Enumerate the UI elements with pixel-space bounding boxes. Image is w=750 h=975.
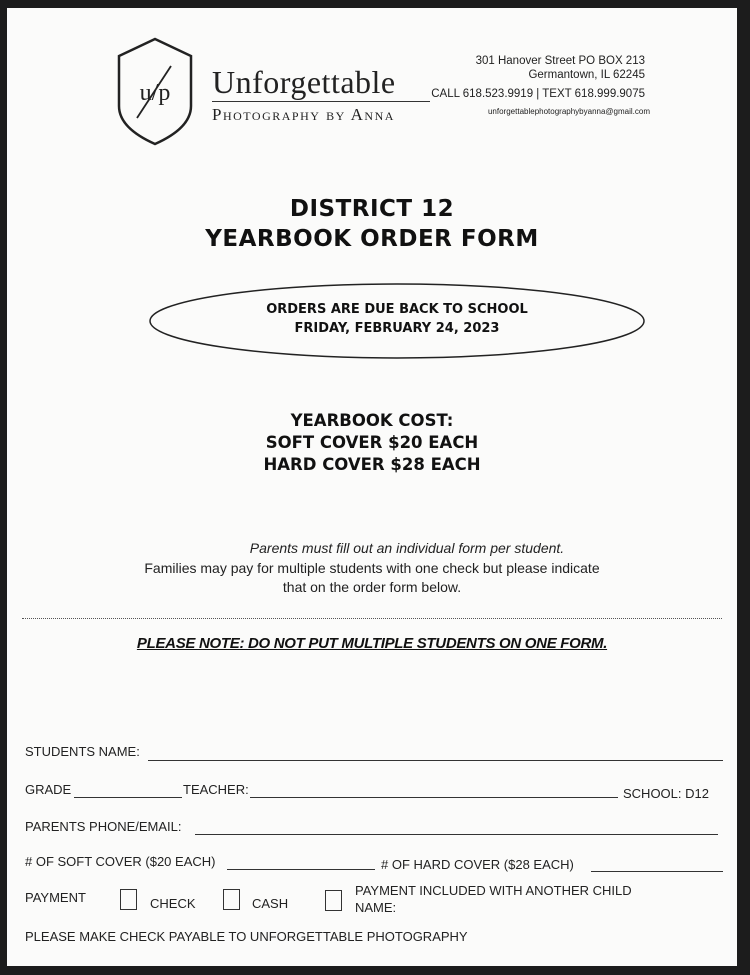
parents-contact-field[interactable]: [195, 834, 718, 835]
brand-divider: [212, 101, 430, 102]
payable-note: PLEASE MAKE CHECK PAYABLE TO UNFORGETTABLE PHOTOGRAPHY: [25, 929, 468, 944]
email-text: unforgettablephotographybyanna@gmail.com: [487, 107, 650, 116]
logo-letters: u/p: [139, 80, 171, 106]
hard-cover-qty-field[interactable]: [591, 871, 723, 872]
payment-label: PAYMENT: [25, 890, 86, 905]
grade-label: GRADE: [25, 782, 72, 797]
check-label: CHECK: [150, 896, 196, 911]
instruction-line-1: [7, 540, 737, 556]
address-line-2: Germantown, IL 62245: [528, 69, 645, 81]
instruction-line-2: Families may pay for multiple students with one check but please indicate: [144, 560, 600, 576]
due-line-2: FRIDAY, FEBRUARY 24, 2023: [294, 321, 500, 336]
other-child-label-line-1: PAYMENT INCLUDED WITH ANOTHER CHILD: [355, 883, 632, 898]
instruction-line-3: that on the order form below.: [282, 579, 462, 595]
title-line-1: DISTRICT 12: [289, 196, 455, 222]
note-text: PLEASE NOTE: DO NOT PUT MULTIPLE STUDENTS ON ONE FORM.: [136, 635, 608, 652]
address-line-1: 301 Hanover Street PO BOX 213: [475, 55, 645, 67]
title-line-2: YEARBOOK ORDER FORM: [205, 226, 539, 252]
brand-subtitle: Photography by Anna: [212, 105, 395, 124]
cost-heading: YEARBOOK COST:: [290, 411, 454, 430]
hard-cover-qty-label: # OF HARD COVER ($28 EACH): [381, 857, 574, 872]
grade-field[interactable]: [74, 797, 182, 798]
parents-contact-label: PARENTS PHONE/EMAIL:: [25, 819, 182, 834]
due-line-1: ORDERS ARE DUE BACK TO SCHOOL: [266, 302, 528, 317]
cut-line: [22, 618, 722, 619]
brand-name: Unforgettable: [212, 64, 396, 100]
cash-checkbox[interactable]: [223, 889, 240, 910]
soft-cover-qty-label: # OF SOFT COVER ($20 EACH): [25, 854, 216, 869]
student-name-label: STUDENTS NAME:: [25, 744, 140, 759]
student-name-field[interactable]: [148, 760, 723, 761]
soft-cover-qty-field[interactable]: [227, 869, 375, 870]
teacher-label: TEACHER:: [183, 782, 249, 797]
check-checkbox[interactable]: [120, 889, 137, 910]
cost-soft-cover: SOFT COVER $20 EACH: [265, 433, 479, 452]
cost-hard-cover: HARD COVER $28 EACH: [263, 455, 481, 474]
instruction-line-1-text: Parents must fill out an individual form per student.: [249, 540, 565, 556]
teacher-field[interactable]: [250, 797, 618, 798]
order-form-page: [7, 8, 737, 966]
cash-label: CASH: [252, 896, 289, 911]
other-child-label-line-2: NAME:: [355, 900, 397, 915]
other-child-checkbox[interactable]: [325, 890, 342, 911]
school-label: SCHOOL: D12: [623, 786, 709, 801]
logo-shield-icon: [115, 36, 195, 148]
phone-line: CALL 618.523.9919 | TEXT 618.999.9075: [431, 88, 645, 100]
